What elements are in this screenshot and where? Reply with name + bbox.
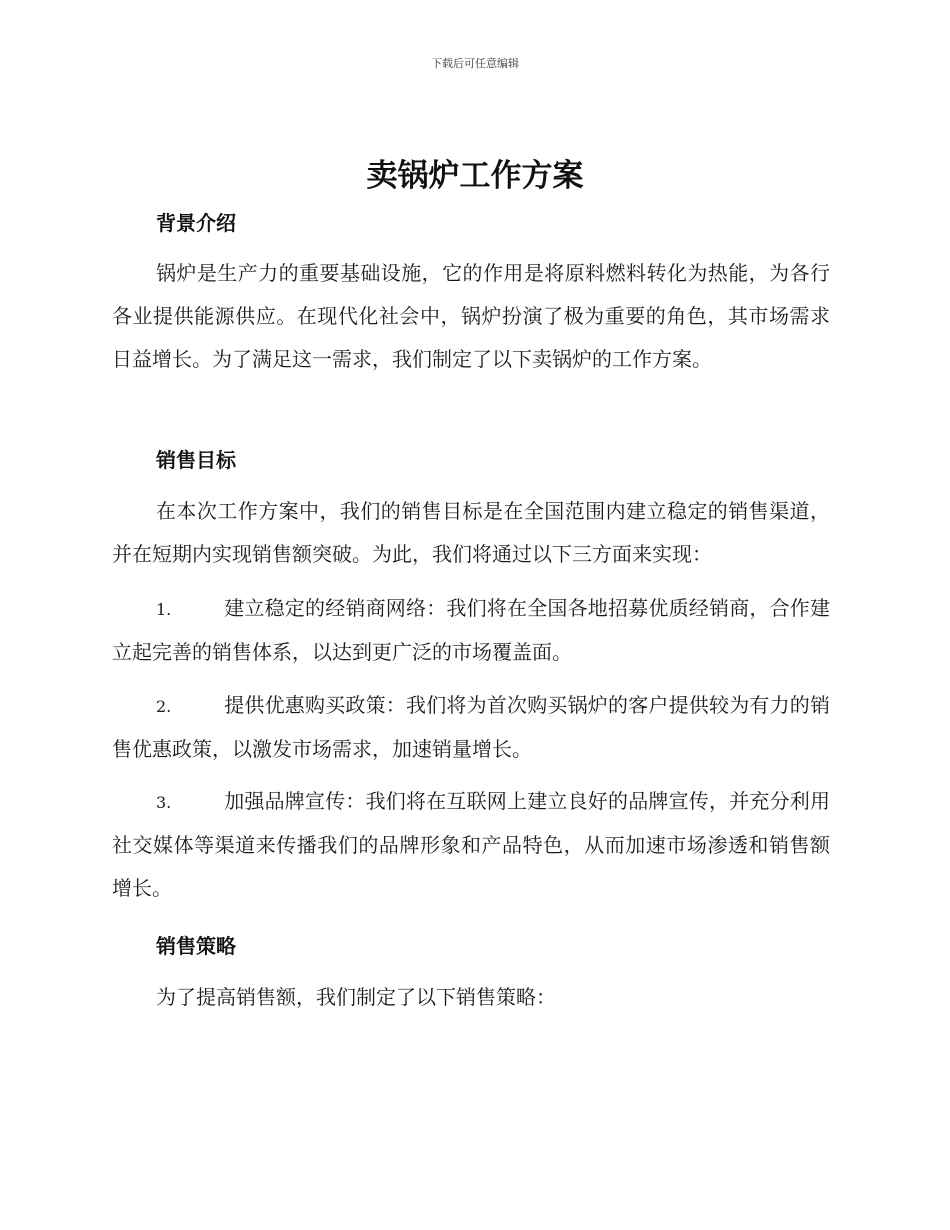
- list-item-number: 1.: [156, 600, 172, 619]
- header-note: 下载后可任意编辑: [431, 57, 519, 70]
- list-item: [112, 684, 830, 771]
- sales-goal-paragraph: 在本次工作方案中，我们的销售目标是在全国范围内建立稳定的销售渠道，并在短期内实现销售额突破。为此，我们将通过以下三方面来实现：: [112, 499, 830, 566]
- list-item-text: 提供优惠购买政策：我们将为首次购买锅炉的客户提供较为有力的销售优惠政策，以激发市场需求，加速销量增长。: [112, 693, 830, 761]
- list-item-number: 3.: [156, 793, 172, 812]
- list-item-text: 加强品牌宣传：我们将在互联网上建立良好的品牌宣传，并充分利用社交媒体等渠道来传播我们的品牌形象和产品特色，从而加速市场渗透和销售额增长。: [112, 789, 830, 900]
- section-heading-background: 背景介绍: [156, 211, 236, 235]
- list-item: [112, 780, 830, 910]
- list-item: [112, 587, 830, 674]
- list-item-text: 建立稳定的经销商网络：我们将在全国各地招募优质经销商，合作建立起完善的销售体系，以达到更广泛的市场覆盖面。: [112, 596, 830, 664]
- section-heading-sales-strategy: 销售策略: [156, 934, 236, 958]
- sales-strategy-paragraph: 为了提高销售额，我们制定了以下销售策略：: [156, 985, 556, 1009]
- background-paragraph: 锅炉是生产力的重要基础设施，它的作用是将原料燃料转化为热能，为各行各业提供能源供应。在现代化社会中，锅炉扮演了极为重要的角色，其市场需求日益增长。为了满足这一需求，我们制定了以下卖锅炉的工作方案。: [112, 261, 830, 371]
- section-heading-sales-goal: 销售目标: [156, 448, 236, 472]
- document-title: 卖锅炉工作方案: [366, 158, 584, 194]
- list-item-number: 2.: [156, 697, 172, 716]
